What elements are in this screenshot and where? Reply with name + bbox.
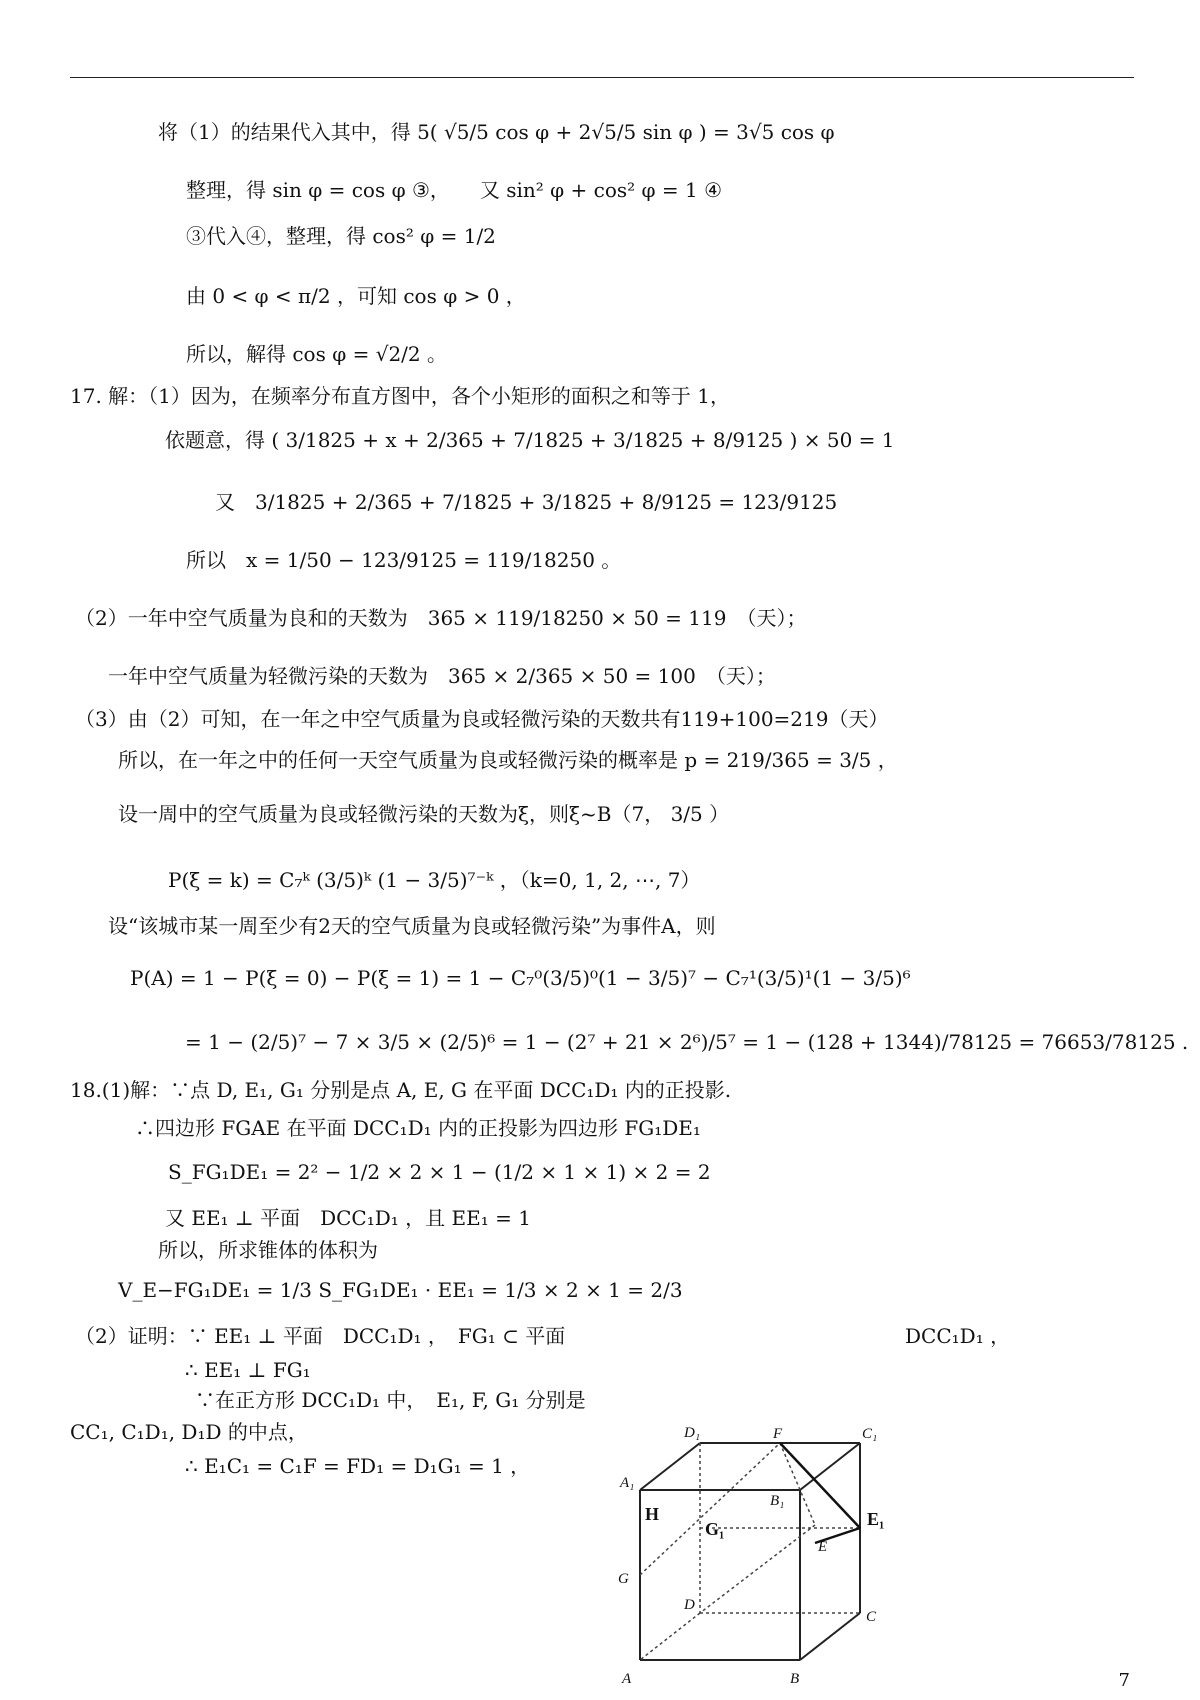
text-line: DCC₁D₁ ， <box>905 1324 1011 1348</box>
text-line: ∴ EE₁ ⊥ FG₁ <box>185 1358 311 1382</box>
text-line: 由 0 < φ < π/2 ，可知 cos φ > 0 ， <box>186 284 526 308</box>
label-d1: D₁ <box>684 1425 701 1441</box>
text-line: ③代入④，整理，得 cos² φ = 1/2 <box>186 224 496 248</box>
text-line: ∵在正方形 DCC₁D₁ 中， E₁, F, G₁ 分别是 <box>195 1388 586 1412</box>
label-g1: G₁ <box>705 1519 725 1539</box>
segment-g-f <box>640 1443 780 1575</box>
text-line: 一年中空气质量为轻微污染的天数为 365 × 2/365 × 50 = 100 （天）； <box>108 664 776 688</box>
text-line: S_FG₁DE₁ = 2² − 1/2 × 2 × 1 − (1/2 × 1 × 1) × 2 = 2 <box>168 1160 711 1184</box>
text-line: （2）证明：∵ EE₁ ⊥ 平面 DCC₁D₁ ， FG₁ ⊂ 平面 <box>75 1324 566 1348</box>
label-b1: B₁ <box>770 1493 785 1509</box>
text-line: 设一周中的空气质量为良或轻微污染的天数为ξ，则ξ~B（7， 3/5 ） <box>118 802 730 826</box>
label-a: A <box>622 1671 632 1687</box>
text-line: ∴四边形 FGAE 在平面 DCC₁D₁ 内的正投影为四边形 FG₁DE₁ <box>135 1116 701 1140</box>
segment-f-e <box>780 1443 815 1525</box>
cube-figure <box>618 1425 940 1695</box>
text-line: 又 3/1825 + 2/365 + 7/1825 + 3/1825 + 8/9125 = 123/9125 <box>215 490 838 514</box>
text-line: （2）一年中空气质量为良和的天数为 365 × 119/18250 × 50 = 119 （天）； <box>75 606 807 630</box>
cube-diagram <box>618 1425 940 1695</box>
hidden-edge-da <box>640 1613 700 1660</box>
text-line: P(A) = 1 − P(ξ = 0) − P(ξ = 1) = 1 − C₇⁰(3/5)⁰(1 − 3/5)⁷ − C₇¹(3/5)¹(1 − 3/5)⁶ <box>130 966 911 990</box>
text-line: P(ξ = k) = C₇ᵏ (3/5)ᵏ (1 − 3/5)⁷⁻ᵏ ，（k=0, 1, 2, ⋯, 7） <box>168 868 701 892</box>
text-line: 所以，在一年之中的任何一天空气质量为良或轻微污染的概率是 p = 219/365 = 3/5 ， <box>118 748 898 772</box>
text-line: 设“该城市某一周至少有2天的空气质量为良或轻微污染”为事件A，则 <box>108 914 716 938</box>
segment-f-e1 <box>780 1443 860 1528</box>
edge-d1a1 <box>640 1443 700 1490</box>
text-line: ∴ E₁C₁ = C₁F = FD₁ = D₁G₁ = 1 ， <box>185 1454 531 1478</box>
label-g: G <box>618 1571 629 1587</box>
edge-bc <box>800 1613 860 1660</box>
text-line: V_E−FG₁DE₁ = 1/3 S_FG₁DE₁ · EE₁ = 1/3 × 2 × 1 = 2/3 <box>118 1278 683 1302</box>
label-c1: C₁ <box>862 1426 878 1442</box>
text-line: 18.(1)解：∵点 D, E₁, G₁ 分别是点 A, E, G 在平面 DCC₁D₁ 内的正投影. <box>70 1078 732 1102</box>
label-e1: E₁ <box>867 1509 885 1529</box>
text-line: CC₁, C₁D₁, D₁D 的中点， <box>70 1420 308 1444</box>
text-line: 依题意，得 ( 3/1825 + x + 2/365 + 7/1825 + 3/1825 + 8/9125 ) × 50 = 1 <box>165 428 895 452</box>
label-a1: A₁ <box>620 1475 635 1491</box>
text-line: 17. 解：（1）因为，在频率分布直方图中，各个小矩形的面积之和等于 1， <box>70 384 730 408</box>
label-b: B <box>790 1671 800 1687</box>
text-line: （3）由（2）可知，在一年之中空气质量为良或轻微污染的天数共有119+100=219（天） <box>75 707 889 731</box>
text-line: 整理，得 sin φ = cos φ ③， 又 sin² φ + cos² φ = 1 ④ <box>186 178 723 202</box>
text-line: 所以，解得 cos φ = √2/2 。 <box>186 342 447 366</box>
edge-c1b1 <box>800 1443 860 1490</box>
label-c: C <box>866 1609 877 1625</box>
label-f: F <box>773 1426 783 1442</box>
text-line: 所以，所求锥体的体积为 <box>158 1238 378 1262</box>
text-line: 所以 x = 1/50 − 123/9125 = 119/18250 。 <box>186 548 622 572</box>
label-h: H <box>645 1504 660 1524</box>
header-rule <box>70 77 1134 78</box>
text-line: = 1 − (2/5)⁷ − 7 × 3/5 × (2/5)⁶ = 1 − (2⁷ + 21 × 2⁶)/5⁷ = 1 − (128 + 1344)/78125 = 76653/78125 . <box>185 1030 1189 1054</box>
page-number: 7 <box>1118 1670 1130 1691</box>
text-line: 将（1）的结果代入其中，得 5( √5/5 cos φ + 2√5/5 sin φ ) = 3√5 cos φ <box>158 120 835 144</box>
label-e: E <box>818 1539 828 1555</box>
text-line: 又 EE₁ ⊥ 平面 DCC₁D₁ ，且 EE₁ = 1 <box>165 1206 531 1230</box>
label-d: D <box>684 1597 695 1613</box>
